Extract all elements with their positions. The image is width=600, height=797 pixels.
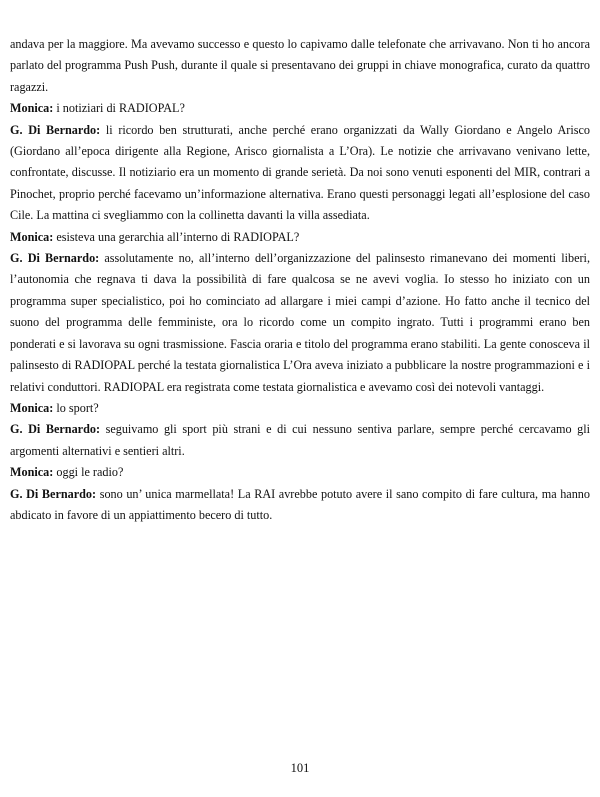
speaker-label: G. Di Bernardo: [10, 122, 101, 137]
paragraph-answer [10, 419, 590, 462]
paragraph-text: esisteva una gerarchia all’interno di RADIOPAL? [53, 229, 300, 244]
speaker-label: G. Di Bernardo: [10, 251, 100, 266]
speaker-label: Monica: [10, 229, 54, 244]
speaker-label: Monica: [10, 101, 54, 116]
paragraph-answer [10, 484, 590, 527]
paragraph-intro [10, 34, 590, 98]
paragraph-text: andava per la maggiore. Ma avevamo successo e questo lo capivamo dalle telefonate che arrivavano. Non ti ho ancora parlato del programma Push Push, durante il quale si presentavano dei gruppi in chiave monografica, curato da quattro ragazzi. [10, 37, 590, 94]
paragraph-question [10, 398, 590, 419]
paragraph-text: i notiziari di RADIOPAL? [53, 101, 185, 116]
speaker-label: Monica: [10, 400, 54, 415]
paragraph-answer [10, 120, 590, 227]
paragraph-question [10, 227, 590, 248]
paragraph-text: li ricordo ben strutturati, anche perché erano organizzati da Wally Giordano e Angelo Arisco (Giordano all’epoca dirigente alla Regione, Arisco giornalista a L’Ora). Le notizie che arrivavano venivano lette, confrontate, discusse. Il notiziario era un momento di grande serietà. Da noi sono venuti esponenti del MIR, contrari a Pinochet, proprio perché facevamo un’informazione alternativa. Erano questi personaggi legati all’esplosione del caso Cile. La mattina ci svegliammo con la collinetta davanti la villa assediata. [10, 122, 590, 223]
speaker-label: Monica: [10, 465, 54, 480]
page-number: 101 [290, 761, 310, 775]
paragraph-text: lo sport? [53, 400, 99, 415]
speaker-label: G. Di Bernardo: [10, 422, 101, 437]
paragraph-text: oggi le radio? [53, 465, 124, 480]
paragraph-text: assolutamente no, all’interno dell’organizzazione del palinsesto rimanevano dei momenti liberi, l’autonomia che regnava ti dava la possibilità di fare qualcosa se ne avevi voglia. Io stesso ho iniziato con un programma super specialistico, poi ho cominciato ad allargare i miei campi d’azione. Ho fatto anche il tecnico del suono del programma delle femministe, ora lo ricordo come un compito ingrato. Tutti i programmi erano ben ponderati e si lavorava su ogni trasmissione. Fascia oraria e titolo del programma erano stabiliti. La gente conosceva il palinsesto di RADIOPAL perché la testata giornalistica L’Ora aveva iniziato a pubblicare la nostre programmazioni e i relativi conduttori. RADIOPAL era registrata come testata giornalistica e avevamo così dei notevoli vantaggi. [10, 251, 590, 394]
paragraph-question [10, 462, 590, 483]
paragraph-question [10, 98, 590, 119]
page-body [10, 34, 590, 526]
speaker-label: G. Di Bernardo: [10, 486, 97, 501]
paragraph-text: sono un’ unica marmellata! La RAI avrebbe potuto avere il sano compito di fare cultura, ma hanno abdicato in favore di un appiattimento becero di tutto. [10, 486, 590, 522]
paragraph-answer [10, 248, 590, 398]
paragraph-text: seguivamo gli sport più strani e di cui nessuno sentiva parlare, sempre perché cercavamo gli argomenti alternativi e sentieri altri. [10, 422, 590, 458]
